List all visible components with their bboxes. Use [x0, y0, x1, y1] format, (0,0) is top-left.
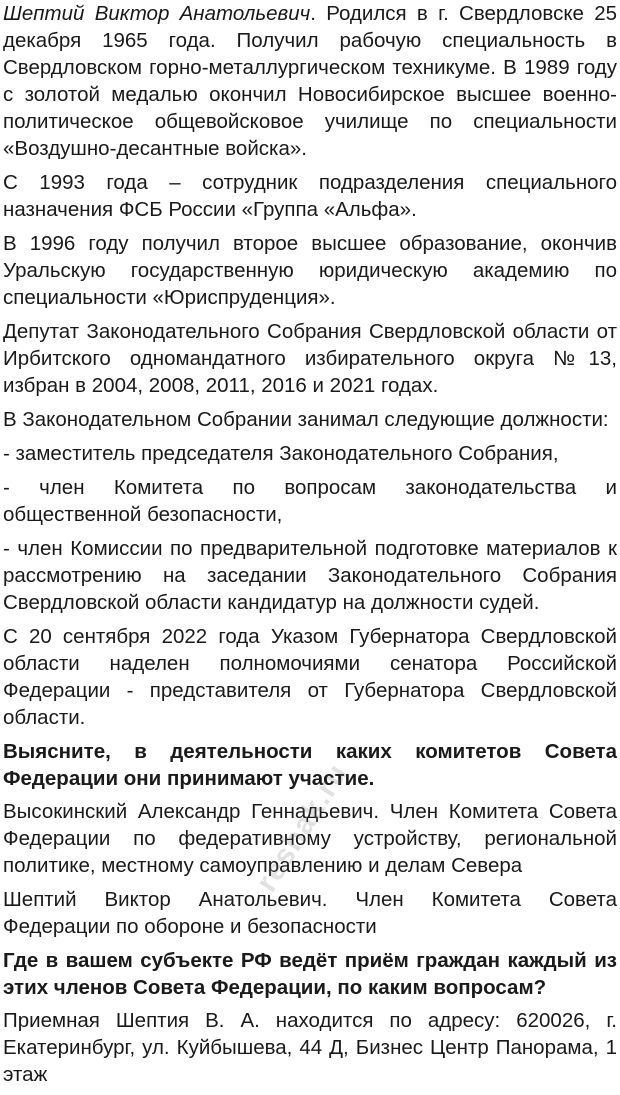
answer-reception: Приемная Шептия В. А. находится по адресу: 620026, г. Екатеринбург, ул. Куйбышева, 44 Д, Бизнес Центр Панорама, 1 этаж [3, 1009, 617, 1086]
position-item-2: - член Комитета по вопросам законодательства и общественной безопасности, [3, 476, 617, 526]
biography-paragraph-3: В 1996 году получил второе высшее образование, окончив Уральскую государственную юридическую академию по специальности «Юриспруденция». [3, 232, 617, 309]
biography-paragraph-1 [3, 0, 617, 162]
position-item-1: - заместитель председателя Законодательного Собрания, [3, 442, 559, 465]
position-item-3: - член Комиссии по предварительной подготовке материалов к рассмотрению на заседании Законодательного Собрания Свердловской области кандидатур на должности судей. [3, 537, 617, 614]
answer-committee-1: Высокинский Александр Геннадьевич. Член Комитета Совета Федерации по федеративному устройству, региональной политике, местному самоуправлению и делам Севера [3, 800, 617, 877]
answer-committee-2: Шептий Виктор Анатольевич. Член Комитета Совета Федерации по обороне и безопасности [3, 888, 617, 938]
senator-name: Шептий Виктор Анатольевич [3, 2, 311, 25]
question-committees: Выясните, в деятельности каких комитетов Совета Федерации они принимают участие. [3, 740, 617, 790]
question-reception: Где в вашем субъекте РФ ведёт приём граждан каждый из этих членов Совета Федерации, по каким вопросам? [3, 949, 617, 999]
watermark: reshak.ru [250, 757, 355, 898]
biography-text: . Родился в г. Свердловске 25 декабря 1965 года. Получил рабочую специальность в Свердловском горно-металлургическом техникуме. В 1989 году с золотой медалью окончил Новосибирское высшее военно-политическое общевойсковое училище по специальности «Воздушно-десантные войска». [3, 2, 617, 160]
document-page [3, 0, 617, 1095]
biography-paragraph-4: Депутат Законодательного Собрания Свердловской области от Ирбитского одномандатного избирательного округа №13, избран в 2004, 2008, 2011, 2016 и 2021 годах. [3, 320, 617, 397]
positions-intro: В Законодательном Собрании занимал следующие должности: [3, 408, 609, 431]
biography-paragraph-senator: С 20 сентября 2022 года Указом Губернатора Свердловской области наделен полномочиями сенатора Российской Федерации - представителя от Губернатора Свердловской области. [3, 625, 617, 729]
biography-paragraph-2: С 1993 года – сотрудник подразделения специального назначения ФСБ России «Группа «Альфа». [3, 171, 617, 221]
